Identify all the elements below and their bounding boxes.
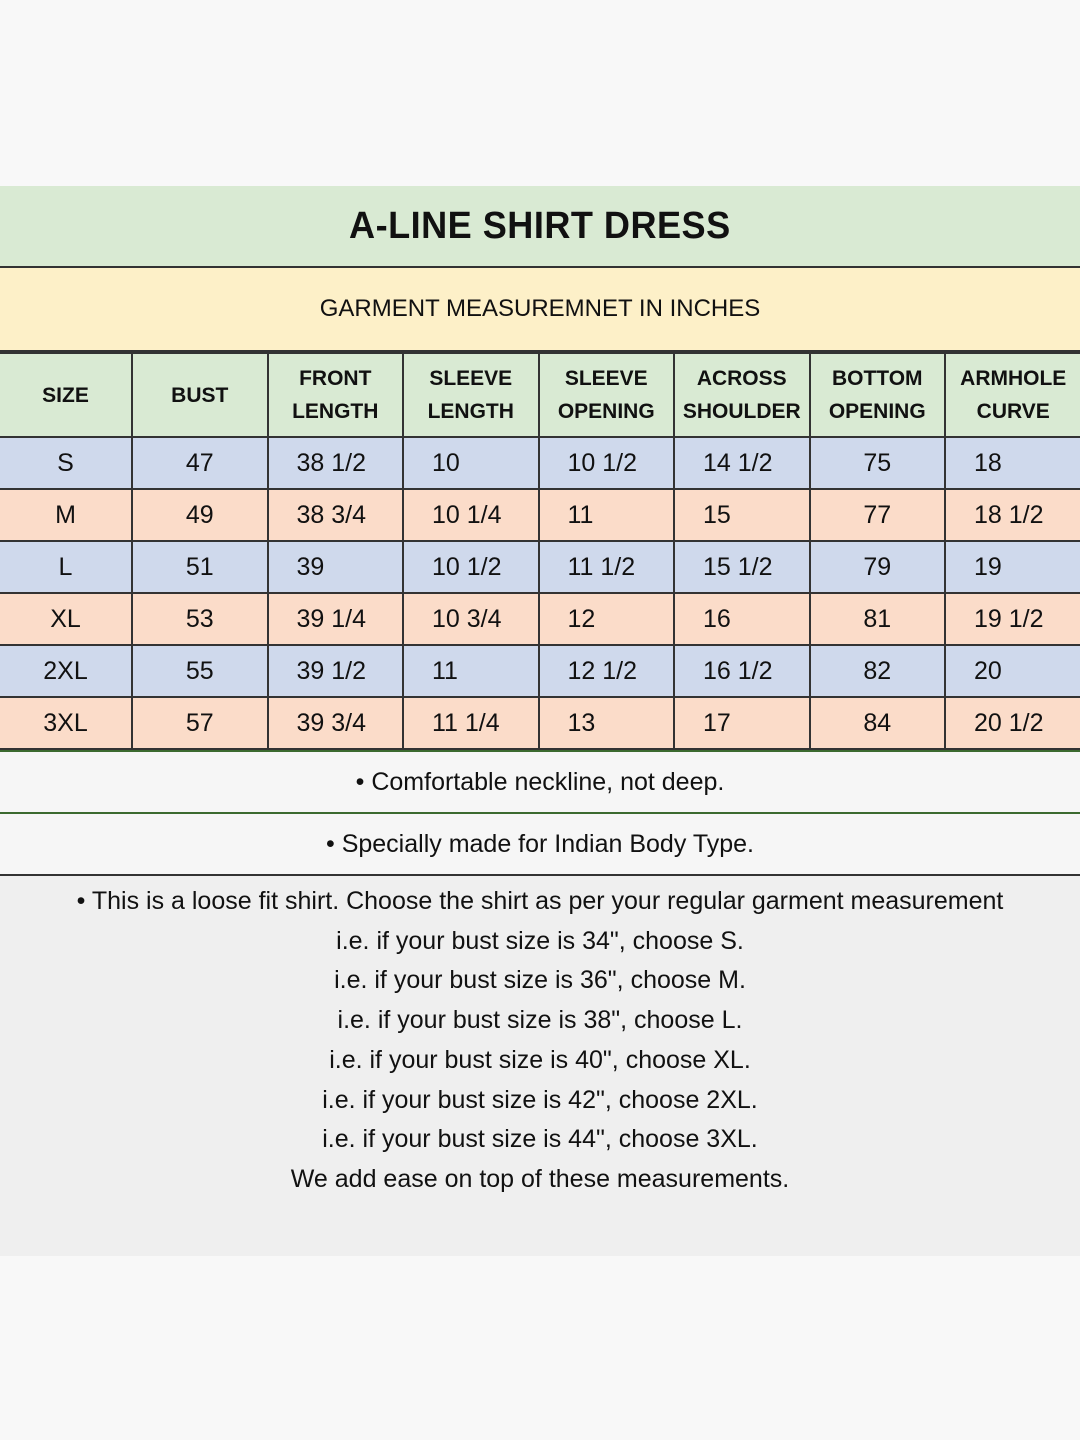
col-header-sleeve-length: SLEEVE LENGTH	[403, 353, 539, 437]
cell-across-shoulder: 17	[674, 697, 810, 749]
cell-sleeve-length: 10 1/2	[403, 541, 539, 593]
cell-size: L	[0, 541, 132, 593]
cell-across-shoulder: 16 1/2	[674, 645, 810, 697]
cell-across-shoulder: 15 1/2	[674, 541, 810, 593]
guide-line: i.e. if your bust size is 40", choose XL.	[329, 1045, 751, 1074]
cell-front-length: 38 1/2	[268, 437, 404, 489]
cell-bust: 49	[132, 489, 268, 541]
cell-armhole-curve: 20	[945, 645, 1080, 697]
cell-front-length: 39 1/2	[268, 645, 404, 697]
cell-sleeve-opening: 11	[539, 489, 675, 541]
table-row	[0, 697, 1080, 749]
col-header-size: SIZE	[0, 353, 132, 437]
col-header-sleeve-opening: SLEEVE OPENING	[539, 353, 675, 437]
cell-sleeve-opening: 12	[539, 593, 675, 645]
note-neckline: • Comfortable neckline, not deep.	[0, 750, 1080, 814]
cell-bottom-opening: 81	[810, 593, 946, 645]
table-row	[0, 593, 1080, 645]
size-guide	[0, 876, 1080, 1200]
cell-armhole-curve: 18 1/2	[945, 489, 1080, 541]
cell-across-shoulder: 16	[674, 593, 810, 645]
cell-size: M	[0, 489, 132, 541]
cell-bust: 53	[132, 593, 268, 645]
table-row	[0, 645, 1080, 697]
guide-line: i.e. if your bust size is 36", choose M.	[334, 966, 746, 995]
table-row	[0, 489, 1080, 541]
cell-sleeve-opening: 13	[539, 697, 675, 749]
guide-line: i.e. if your bust size is 38", choose L.	[337, 1006, 743, 1035]
col-header-front-length: FRONT LENGTH	[268, 353, 404, 437]
cell-sleeve-opening: 12 1/2	[539, 645, 675, 697]
table-row	[0, 541, 1080, 593]
cell-front-length: 39 3/4	[268, 697, 404, 749]
cell-bust: 55	[132, 645, 268, 697]
cell-bust: 51	[132, 541, 268, 593]
cell-sleeve-length: 10 3/4	[403, 593, 539, 645]
note-body-type: • Specially made for Indian Body Type.	[0, 814, 1080, 876]
cell-size: 3XL	[0, 697, 132, 749]
cell-size: S	[0, 437, 132, 489]
page-title: A-LINE SHIRT DRESS	[349, 204, 731, 247]
measurement-table	[0, 352, 1080, 750]
cell-front-length: 39	[268, 541, 404, 593]
cell-size: XL	[0, 593, 132, 645]
cell-bust: 47	[132, 437, 268, 489]
cell-front-length: 39 1/4	[268, 593, 404, 645]
table-header-row	[0, 353, 1080, 437]
guide-line: We add ease on top of these measurements.	[290, 1164, 790, 1193]
col-header-armhole-curve: ARMHOLE CURVE	[945, 353, 1080, 437]
cell-bottom-opening: 82	[810, 645, 946, 697]
cell-bottom-opening: 75	[810, 437, 946, 489]
cell-across-shoulder: 15	[674, 489, 810, 541]
col-header-bust: BUST	[132, 353, 268, 437]
guide-line: • This is a loose fit shirt. Choose the shirt as per your regular garment measurement	[76, 887, 1004, 915]
guide-line: i.e. if your bust size is 44", choose 3XL.	[322, 1125, 758, 1154]
guide-line: i.e. if your bust size is 34", choose S.	[336, 926, 744, 955]
cell-bust: 57	[132, 697, 268, 749]
guide-line: i.e. if your bust size is 42", choose 2XL.	[322, 1085, 758, 1114]
table-row	[0, 437, 1080, 489]
title-bar	[0, 186, 1080, 268]
cell-armhole-curve: 19	[945, 541, 1080, 593]
col-header-bottom-opening: BOTTOM OPENING	[810, 353, 946, 437]
cell-bottom-opening: 79	[810, 541, 946, 593]
cell-sleeve-length: 10 1/4	[403, 489, 539, 541]
cell-sleeve-opening: 10 1/2	[539, 437, 675, 489]
size-chart	[0, 186, 1080, 1256]
cell-sleeve-opening: 11 1/2	[539, 541, 675, 593]
subtitle: GARMENT MEASUREMNET IN INCHES	[0, 268, 1080, 352]
cell-sleeve-length: 11 1/4	[403, 697, 539, 749]
cell-front-length: 38 3/4	[268, 489, 404, 541]
col-header-across-shoulder: ACROSS SHOULDER	[674, 353, 810, 437]
cell-armhole-curve: 19 1/2	[945, 593, 1080, 645]
cell-across-shoulder: 14 1/2	[674, 437, 810, 489]
cell-bottom-opening: 77	[810, 489, 946, 541]
cell-armhole-curve: 18	[945, 437, 1080, 489]
cell-size: 2XL	[0, 645, 132, 697]
cell-sleeve-length: 11	[403, 645, 539, 697]
cell-bottom-opening: 84	[810, 697, 946, 749]
cell-sleeve-length: 10	[403, 437, 539, 489]
cell-armhole-curve: 20 1/2	[945, 697, 1080, 749]
